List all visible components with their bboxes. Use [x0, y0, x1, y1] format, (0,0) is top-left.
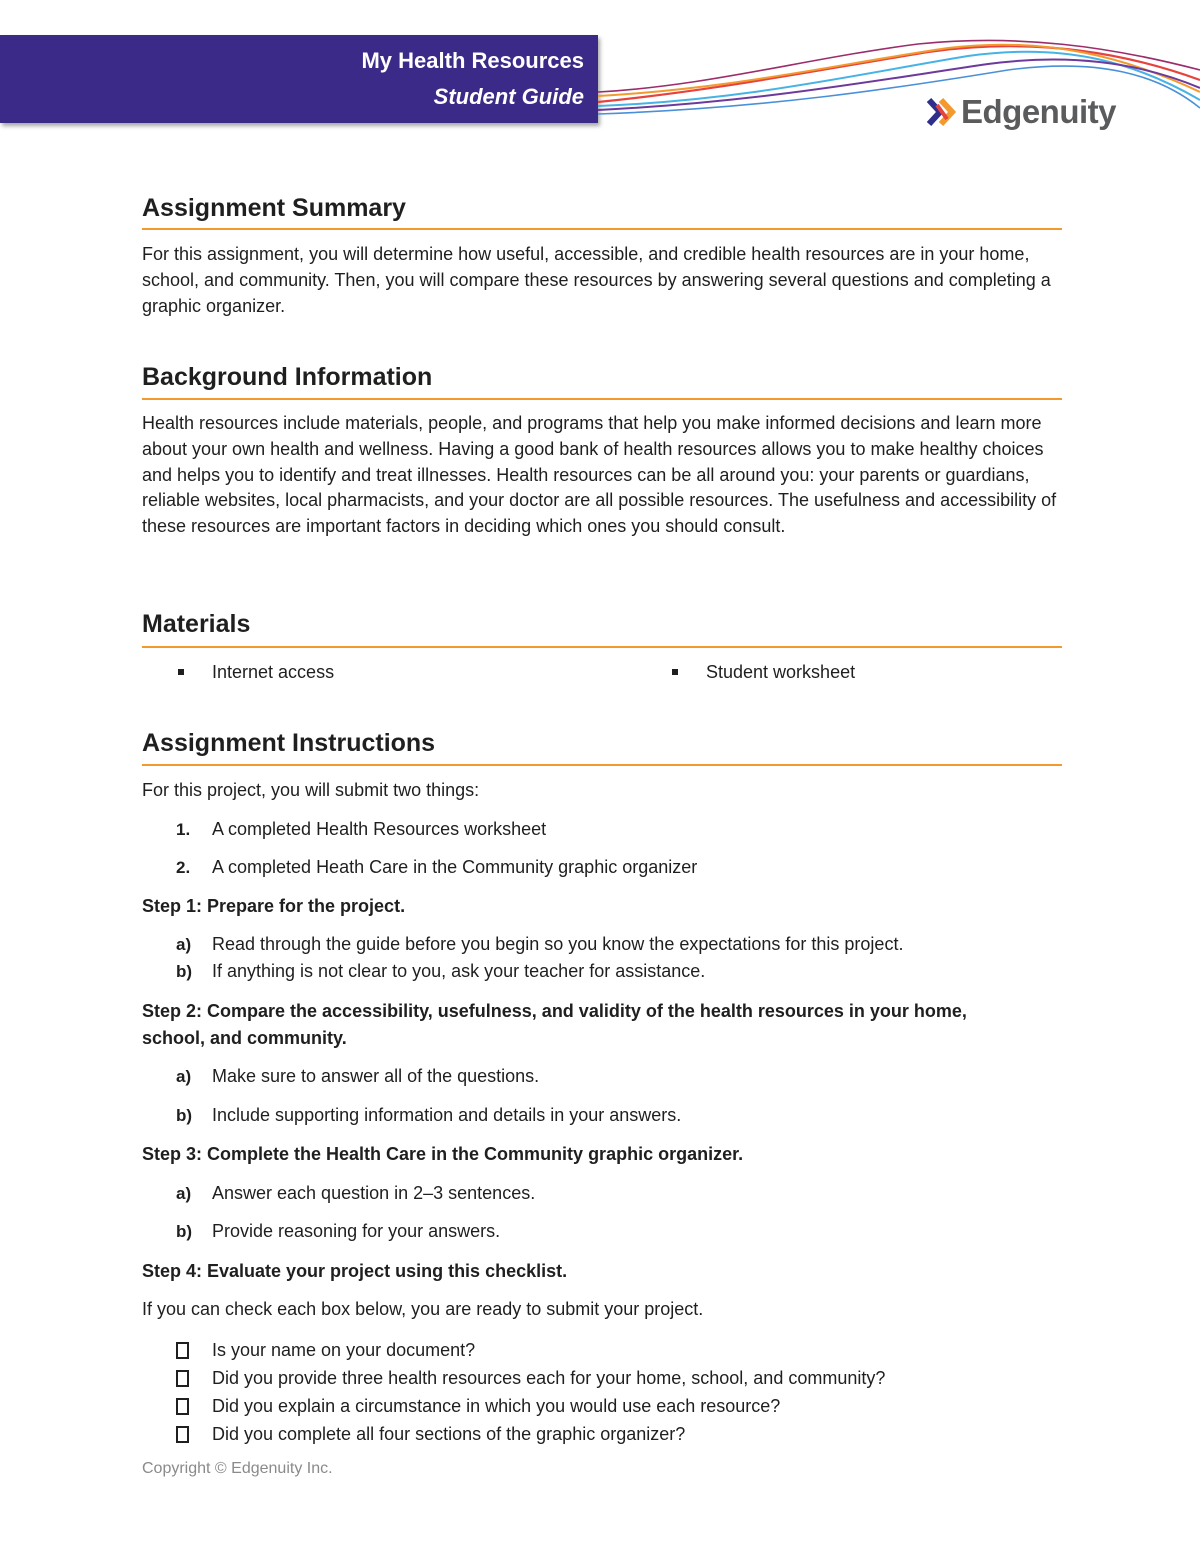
submission-item: A completed Heath Care in the Community graphic organizer [212, 857, 698, 877]
checkbox-icon[interactable] [176, 1398, 189, 1415]
step-3-item-a: Answer each question in 2–3 sentences. [212, 1183, 536, 1203]
bullet-icon [672, 669, 678, 675]
checkbox-icon[interactable] [176, 1426, 189, 1443]
step-2-item-b: Include supporting information and details in your answers. [212, 1105, 682, 1125]
instructions-heading: Assignment Instructions [142, 729, 436, 757]
step-2-title-line-1: Step 2: Compare the accessibility, usefulness, and validity of the health resources in your home, [142, 1001, 967, 1021]
summary-heading: Assignment Summary [142, 194, 406, 222]
list-marker: b) [176, 1222, 193, 1241]
section-rule [142, 646, 1062, 648]
step-4-title: Step 4: Evaluate your project using this checklist. [142, 1261, 568, 1281]
step-3-title: Step 3: Complete the Health Care in the Community graphic organizer. [142, 1144, 744, 1164]
step-3-item-b: Provide reasoning for your answers. [212, 1221, 501, 1241]
document-title: My Health Resources [361, 48, 584, 73]
step-4-intro: If you can check each box below, you are ready to submit your project. [142, 1299, 704, 1319]
step-1-title: Step 1: Prepare for the project. [142, 896, 406, 916]
step-1-item-a: Read through the guide before you begin so you know the expectations for this project. [212, 934, 904, 954]
checkbox-icon[interactable] [176, 1342, 189, 1359]
logo-text: Edgenuity [961, 93, 1117, 130]
list-marker: b) [176, 1106, 193, 1125]
materials-heading: Materials [142, 610, 251, 638]
list-number: 1. [176, 820, 191, 839]
instructions-intro: For this project, you will submit two things: [142, 780, 480, 800]
background-heading: Background Information [142, 363, 433, 391]
list-marker: b) [176, 962, 193, 981]
submission-item: A completed Health Resources worksheet [212, 819, 547, 839]
step-2-title-line-2: school, and community. [142, 1028, 347, 1048]
checkbox-icon[interactable] [176, 1370, 189, 1387]
edgenuity-x-icon [925, 95, 959, 129]
step-1-item-b: If anything is not clear to you, ask your teacher for assistance. [212, 961, 706, 981]
section-rule [142, 398, 1062, 400]
section-rule [142, 228, 1062, 230]
edgenuity-logo [925, 92, 1116, 132]
list-marker: a) [176, 935, 192, 954]
checklist-item: Did you complete all four sections of the graphic organizer? [212, 1424, 686, 1444]
bullet-icon [178, 669, 184, 675]
background-text: Health resources include materials, people, and programs that help you make informed decisions and learn more about your own health and wellness. Having a good bank of health resources allows you to make healthy choices and helps you to identify and treat illnesses. Health resources can be all around you: your parents or guardians, reliable websites, local pharmacists, and your doctor are all possible resources. The usefulness and accessibility of these resources are important factors in deciding which ones you should consult. [142, 413, 1057, 537]
summary-text: For this assignment, you will determine how useful, accessible, and credible health resources are in your home, school, and community. Then, you will compare these resources by answering several questions and completing a graphic organizer. [142, 244, 1051, 316]
list-marker: a) [176, 1067, 192, 1086]
section-rule [142, 764, 1062, 766]
document-subtitle: Student Guide [433, 84, 584, 109]
checklist-item: Is your name on your document? [212, 1340, 476, 1360]
list-number: 2. [176, 858, 191, 877]
step-2-item-a: Make sure to answer all of the questions. [212, 1066, 540, 1086]
checklist-item: Did you provide three health resources each for your home, school, and community? [212, 1368, 886, 1388]
copyright-footer: Copyright © Edgenuity Inc. [142, 1460, 333, 1477]
checklist-item: Did you explain a circumstance in which you would use each resource? [212, 1396, 781, 1416]
header-banner [0, 35, 598, 123]
materials-item: Internet access [212, 662, 335, 682]
list-marker: a) [176, 1184, 192, 1203]
materials-item: Student worksheet [706, 662, 856, 682]
